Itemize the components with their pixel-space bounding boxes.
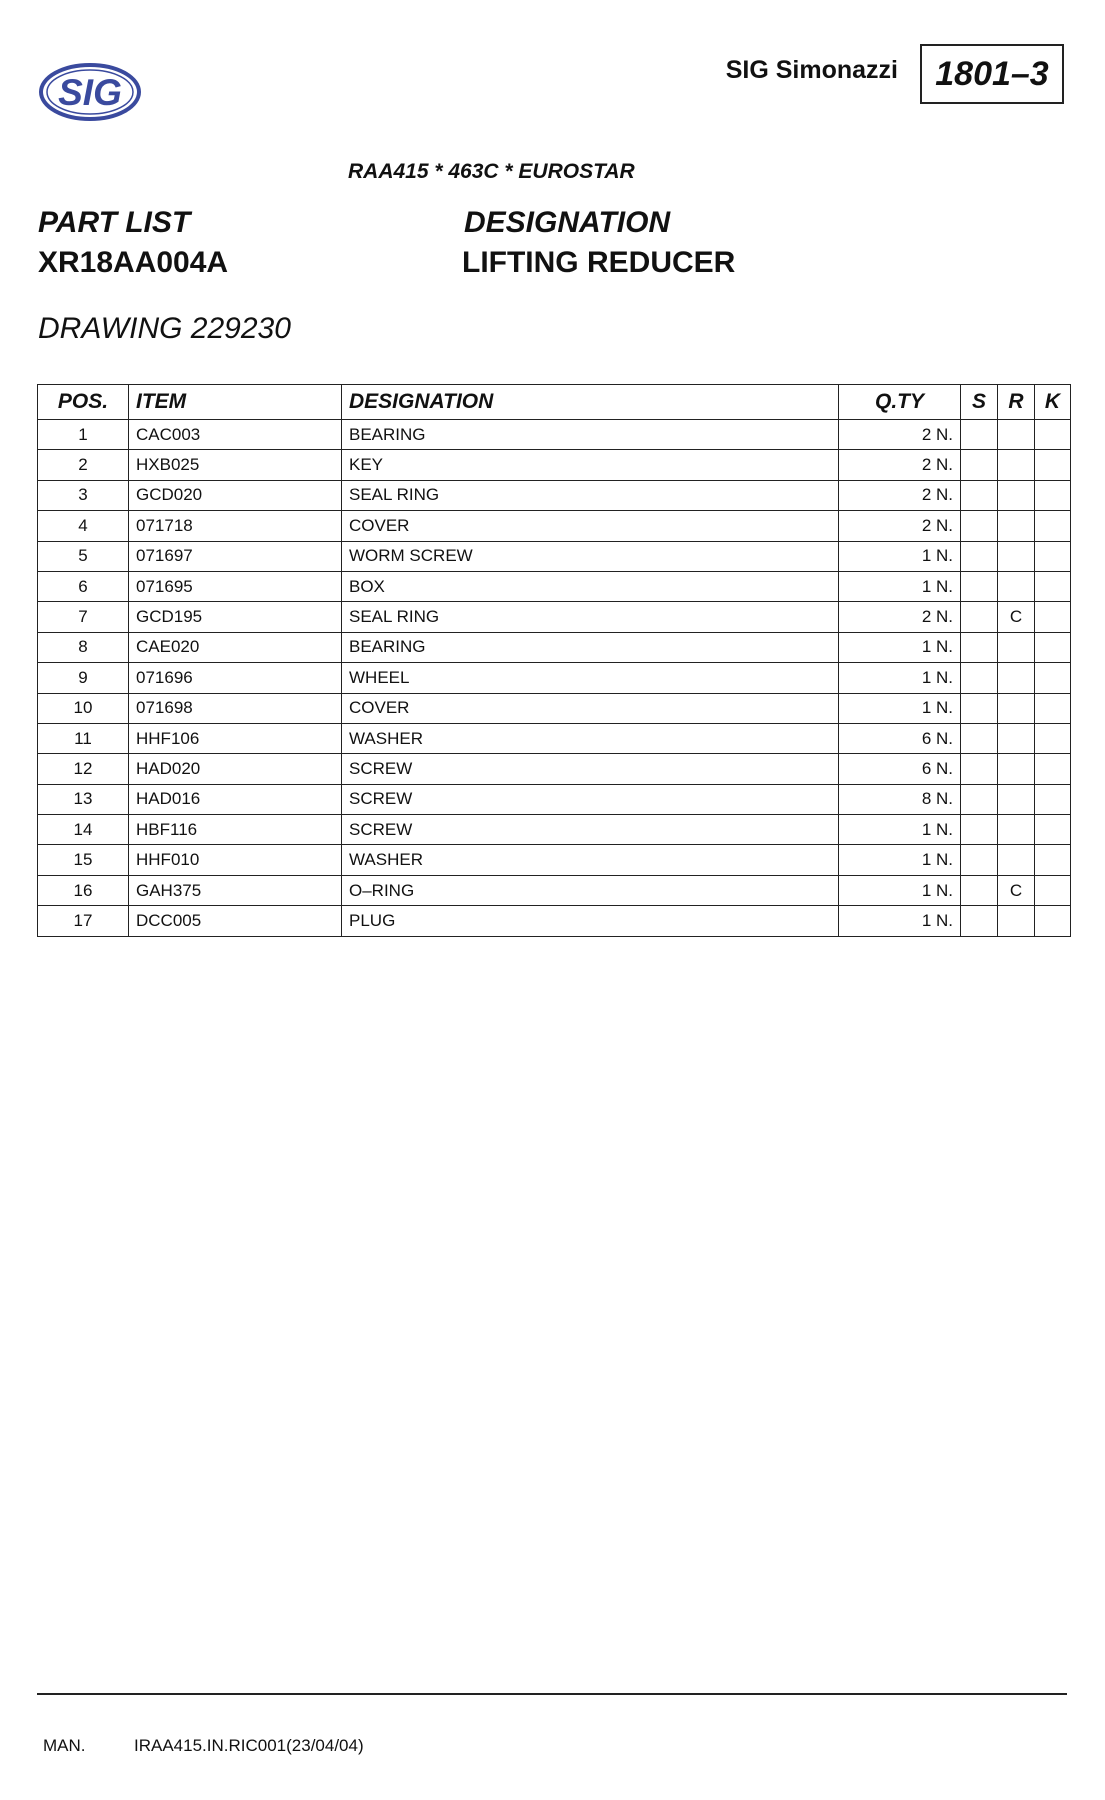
cell-r bbox=[998, 693, 1035, 723]
cell-s bbox=[961, 450, 998, 480]
drawing-number: DRAWING 229230 bbox=[38, 312, 291, 345]
cell-s bbox=[961, 571, 998, 601]
cell-qty: 1 N. bbox=[839, 571, 961, 601]
cell-designation: BEARING bbox=[342, 632, 839, 662]
cell-designation: SEAL RING bbox=[342, 480, 839, 510]
cell-qty: 1 N. bbox=[839, 875, 961, 905]
cell-k bbox=[1035, 663, 1071, 693]
table-row bbox=[38, 906, 1071, 936]
cell-k bbox=[1035, 754, 1071, 784]
cell-s bbox=[961, 815, 998, 845]
cell-s bbox=[961, 511, 998, 541]
brand-name: SIG Simonazzi bbox=[725, 56, 898, 84]
cell-item: HHF010 bbox=[129, 845, 342, 875]
designation-label: DESIGNATION bbox=[464, 206, 671, 239]
col-header-qty: Q.TY bbox=[839, 385, 961, 420]
col-header-r: R bbox=[998, 385, 1035, 420]
cell-pos: 15 bbox=[38, 845, 129, 875]
cell-designation: WHEEL bbox=[342, 663, 839, 693]
designation-value: LIFTING REDUCER bbox=[462, 246, 736, 279]
cell-pos: 17 bbox=[38, 906, 129, 936]
cell-pos: 16 bbox=[38, 875, 129, 905]
cell-r bbox=[998, 754, 1035, 784]
cell-qty: 2 N. bbox=[839, 602, 961, 632]
table-row bbox=[38, 602, 1071, 632]
cell-s bbox=[961, 723, 998, 753]
cell-k bbox=[1035, 875, 1071, 905]
cell-pos: 9 bbox=[38, 663, 129, 693]
cell-pos: 4 bbox=[38, 511, 129, 541]
col-header-k: K bbox=[1035, 385, 1071, 420]
cell-item: 071696 bbox=[129, 663, 342, 693]
cell-s bbox=[961, 754, 998, 784]
cell-item: HAD020 bbox=[129, 754, 342, 784]
cell-item: GCD195 bbox=[129, 602, 342, 632]
cell-qty: 1 N. bbox=[839, 815, 961, 845]
cell-item: GCD020 bbox=[129, 480, 342, 510]
cell-k bbox=[1035, 845, 1071, 875]
cell-r: C bbox=[998, 875, 1035, 905]
cell-k bbox=[1035, 450, 1071, 480]
col-header-pos: POS. bbox=[38, 385, 129, 420]
cell-s bbox=[961, 541, 998, 571]
table-row bbox=[38, 480, 1071, 510]
cell-r bbox=[998, 450, 1035, 480]
cell-r bbox=[998, 845, 1035, 875]
table-row bbox=[38, 511, 1071, 541]
cell-item: HHF106 bbox=[129, 723, 342, 753]
cell-qty: 1 N. bbox=[839, 663, 961, 693]
cell-k bbox=[1035, 815, 1071, 845]
cell-k bbox=[1035, 632, 1071, 662]
table-row bbox=[38, 450, 1071, 480]
page-number: 1801–3 bbox=[920, 44, 1064, 104]
cell-pos: 14 bbox=[38, 815, 129, 845]
cell-s bbox=[961, 663, 998, 693]
cell-item: 071695 bbox=[129, 571, 342, 601]
col-header-s: S bbox=[961, 385, 998, 420]
cell-k bbox=[1035, 480, 1071, 510]
cell-qty: 1 N. bbox=[839, 845, 961, 875]
cell-pos: 3 bbox=[38, 480, 129, 510]
cell-k bbox=[1035, 602, 1071, 632]
cell-r bbox=[998, 511, 1035, 541]
table-row bbox=[38, 571, 1071, 601]
cell-r bbox=[998, 784, 1035, 814]
cell-k bbox=[1035, 571, 1071, 601]
cell-s bbox=[961, 906, 998, 936]
cell-s bbox=[961, 480, 998, 510]
cell-r bbox=[998, 815, 1035, 845]
cell-item: 071718 bbox=[129, 511, 342, 541]
cell-pos: 7 bbox=[38, 602, 129, 632]
table-row bbox=[38, 632, 1071, 662]
col-header-item: ITEM bbox=[129, 385, 342, 420]
cell-qty: 6 N. bbox=[839, 754, 961, 784]
cell-pos: 1 bbox=[38, 420, 129, 450]
cell-r bbox=[998, 663, 1035, 693]
cell-designation: KEY bbox=[342, 450, 839, 480]
table-row bbox=[38, 541, 1071, 571]
cell-k bbox=[1035, 511, 1071, 541]
cell-qty: 1 N. bbox=[839, 541, 961, 571]
cell-item: CAC003 bbox=[129, 420, 342, 450]
cell-designation: COVER bbox=[342, 693, 839, 723]
table-row bbox=[38, 754, 1071, 784]
cell-designation: BOX bbox=[342, 571, 839, 601]
part-list-label: PART LIST bbox=[38, 206, 191, 239]
cell-designation: SCREW bbox=[342, 754, 839, 784]
cell-item: HBF116 bbox=[129, 815, 342, 845]
cell-designation: BEARING bbox=[342, 420, 839, 450]
cell-k bbox=[1035, 693, 1071, 723]
cell-k bbox=[1035, 541, 1071, 571]
cell-qty: 2 N. bbox=[839, 420, 961, 450]
table-row bbox=[38, 784, 1071, 814]
cell-designation: SEAL RING bbox=[342, 602, 839, 632]
parts-table bbox=[37, 384, 1071, 937]
cell-r bbox=[998, 420, 1035, 450]
parts-table-body bbox=[38, 420, 1071, 937]
cell-r bbox=[998, 906, 1035, 936]
table-row bbox=[38, 845, 1071, 875]
cell-k bbox=[1035, 723, 1071, 753]
cell-qty: 1 N. bbox=[839, 906, 961, 936]
part-code: XR18AA004A bbox=[38, 246, 229, 279]
cell-pos: 6 bbox=[38, 571, 129, 601]
table-row bbox=[38, 693, 1071, 723]
cell-qty: 2 N. bbox=[839, 511, 961, 541]
cell-qty: 2 N. bbox=[839, 450, 961, 480]
cell-qty: 8 N. bbox=[839, 784, 961, 814]
cell-s bbox=[961, 875, 998, 905]
table-row bbox=[38, 815, 1071, 845]
col-header-designation: DESIGNATION bbox=[342, 385, 839, 420]
cell-designation: WASHER bbox=[342, 845, 839, 875]
cell-designation: WASHER bbox=[342, 723, 839, 753]
table-header-row bbox=[38, 385, 1071, 420]
cell-s bbox=[961, 693, 998, 723]
cell-pos: 13 bbox=[38, 784, 129, 814]
cell-r: C bbox=[998, 602, 1035, 632]
cell-pos: 8 bbox=[38, 632, 129, 662]
cell-k bbox=[1035, 784, 1071, 814]
cell-item: 071697 bbox=[129, 541, 342, 571]
cell-s bbox=[961, 632, 998, 662]
cell-s bbox=[961, 602, 998, 632]
cell-pos: 12 bbox=[38, 754, 129, 784]
cell-item: 071698 bbox=[129, 693, 342, 723]
footer-man-label: MAN. bbox=[43, 1736, 86, 1755]
cell-item: DCC005 bbox=[129, 906, 342, 936]
cell-pos: 10 bbox=[38, 693, 129, 723]
logo-text: SIG bbox=[58, 72, 122, 113]
table-row bbox=[38, 723, 1071, 753]
sig-logo bbox=[38, 62, 142, 122]
table-row bbox=[38, 420, 1071, 450]
cell-pos: 11 bbox=[38, 723, 129, 753]
cell-pos: 2 bbox=[38, 450, 129, 480]
model-line: RAA415 * 463C * EUROSTAR bbox=[348, 160, 635, 183]
cell-s bbox=[961, 845, 998, 875]
cell-item: HAD016 bbox=[129, 784, 342, 814]
cell-r bbox=[998, 541, 1035, 571]
cell-item: HXB025 bbox=[129, 450, 342, 480]
cell-s bbox=[961, 420, 998, 450]
cell-pos: 5 bbox=[38, 541, 129, 571]
cell-k bbox=[1035, 906, 1071, 936]
cell-qty: 2 N. bbox=[839, 480, 961, 510]
cell-qty: 1 N. bbox=[839, 632, 961, 662]
cell-designation: O–RING bbox=[342, 875, 839, 905]
cell-designation: SCREW bbox=[342, 784, 839, 814]
cell-designation: WORM SCREW bbox=[342, 541, 839, 571]
cell-item: CAE020 bbox=[129, 632, 342, 662]
cell-qty: 1 N. bbox=[839, 693, 961, 723]
table-row bbox=[38, 663, 1071, 693]
cell-designation: COVER bbox=[342, 511, 839, 541]
table-row bbox=[38, 875, 1071, 905]
cell-r bbox=[998, 723, 1035, 753]
cell-s bbox=[961, 784, 998, 814]
cell-r bbox=[998, 632, 1035, 662]
cell-qty: 6 N. bbox=[839, 723, 961, 753]
cell-k bbox=[1035, 420, 1071, 450]
cell-r bbox=[998, 571, 1035, 601]
footer-reference: IRAA415.IN.RIC001(23/04/04) bbox=[134, 1736, 364, 1755]
footer-rule bbox=[37, 1693, 1067, 1695]
cell-item: GAH375 bbox=[129, 875, 342, 905]
cell-r bbox=[998, 480, 1035, 510]
cell-designation: PLUG bbox=[342, 906, 839, 936]
cell-designation: SCREW bbox=[342, 815, 839, 845]
